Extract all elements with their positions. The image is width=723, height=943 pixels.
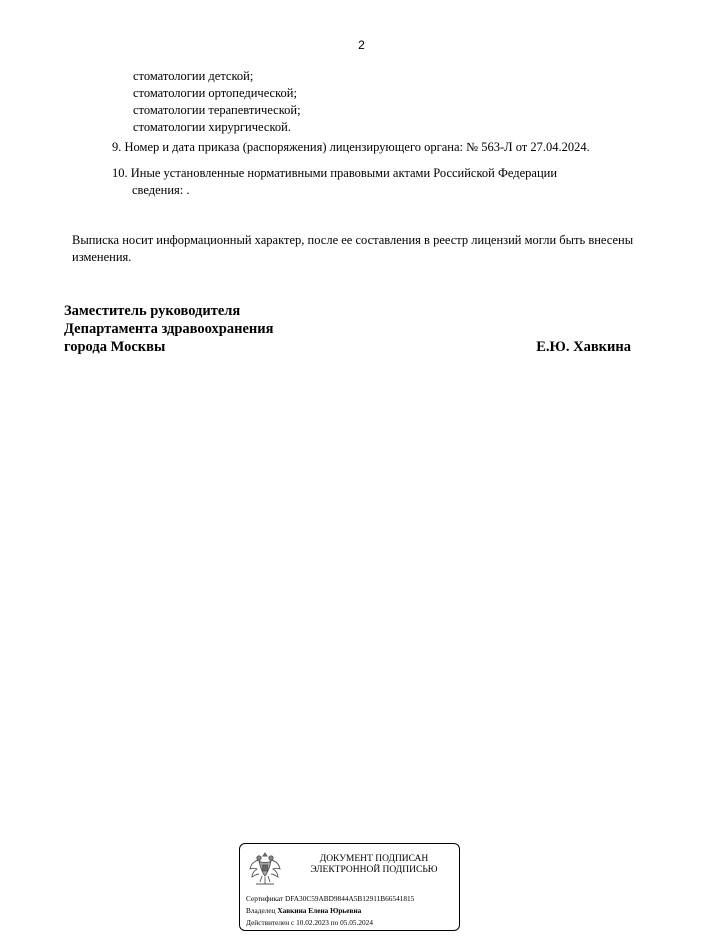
stamp-title-line: ЭЛЕКТРОННОЙ ПОДПИСЬЮ: [310, 865, 438, 875]
signer-position-line: Заместитель руководителя: [64, 303, 241, 319]
certificate-value: DFA30C59ABD9844A5B12911B66541815: [284, 894, 415, 903]
item-number: 9.: [112, 140, 122, 154]
item-number: 10.: [112, 166, 128, 180]
item-text: Иные установленные нормативными правовыми актами Российской Федерации: [130, 166, 558, 180]
owner-label: Владелец: [246, 906, 276, 915]
stamp-validity: [246, 918, 373, 927]
signature-block: [64, 302, 631, 356]
specialty-item: стоматологии детской;: [133, 69, 254, 83]
list-item-9: [112, 139, 652, 156]
signer-position-line: Департамента здравоохранения: [64, 321, 274, 337]
coat-of-arms-icon: [248, 849, 282, 889]
validity-value: с 10.02.2023 по 05.05.2024: [291, 918, 373, 927]
notice-paragraph: Выписка носит информационный характер, после ее составления в реестр лицензий могли быть внесены изменения.: [72, 233, 634, 264]
specialties-list: [133, 68, 301, 136]
stamp-title-line: ДОКУМЕНТ ПОДПИСАН: [319, 854, 429, 864]
specialty-item: стоматологии хирургической.: [133, 120, 291, 134]
signer-name: Е.Ю. Хавкина: [536, 339, 631, 355]
item-text-continuation: сведения: .: [132, 183, 190, 197]
validity-label: Действителен: [246, 918, 290, 927]
list-item-10: [112, 165, 652, 199]
specialty-item: стоматологии ортопедической;: [133, 86, 297, 100]
owner-value: Хавкина Елена Юрьевна: [277, 906, 362, 915]
stamp-certificate: [246, 894, 414, 903]
stamp-title: [294, 854, 454, 876]
electronic-signature-stamp: [239, 843, 460, 931]
page-number: 2: [358, 38, 365, 52]
item-text: Номер и дата приказа (распоряжения) лицензирующего органа: № 563-Л от 27.04.2024.: [124, 140, 590, 154]
specialty-item: стоматологии терапевтической;: [133, 103, 301, 117]
stamp-owner: [246, 906, 361, 915]
certificate-label: Сертификат: [246, 894, 284, 903]
signer-position-line: города Москвы: [64, 339, 166, 355]
